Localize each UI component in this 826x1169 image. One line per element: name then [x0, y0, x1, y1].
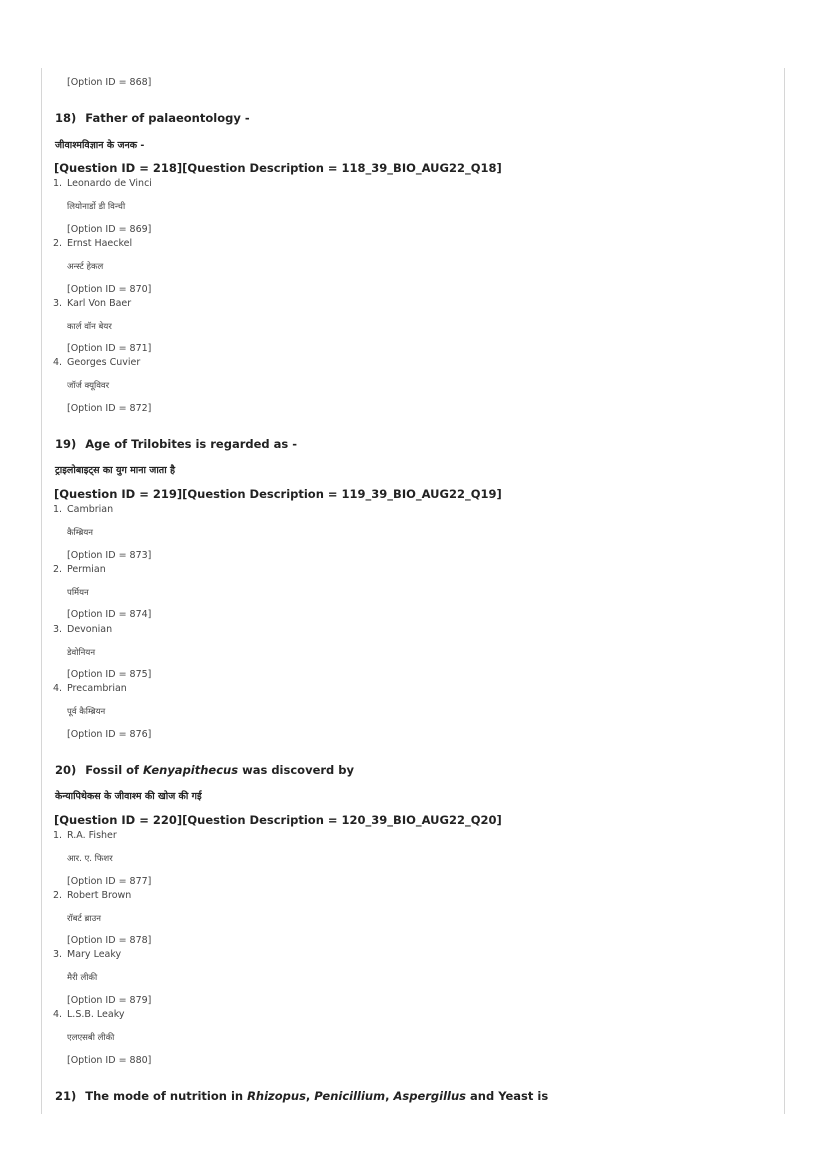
q20-option-1-hindi: आर. ए. फिशर	[67, 854, 113, 864]
q18-option-1-hindi: लियोनार्डो डी विन्ची	[67, 202, 126, 212]
q18-option-2-id: [Option ID = 870]	[67, 284, 152, 295]
q20-option-4-hindi: एलएसबी लीकी	[67, 1033, 115, 1043]
q18-option-4-id: [Option ID = 872]	[67, 403, 152, 414]
question-18-id: [Question ID = 218][Question Description = 118_39_BIO_AUG22_Q18]	[54, 161, 502, 175]
question-18-hindi: जीवाश्मविज्ञान के जनक -	[55, 140, 145, 151]
question-19-hindi: ट्राइलोबाइट्स का युग माना जाता है	[55, 465, 176, 476]
question-20-hindi: केन्यापिथेकस के जीवाश्म की खोज की गई	[55, 791, 202, 802]
q18-option-3-hindi: कार्ल वॉन बेयर	[67, 322, 112, 332]
q20-option-2-id: [Option ID = 878]	[67, 935, 152, 946]
q20-option-3-hindi: मैरी लीकी	[67, 973, 98, 983]
q18-option-3-id: [Option ID = 871]	[67, 343, 152, 354]
q19-option-2-id: [Option ID = 874]	[67, 609, 152, 620]
q20-option-2: 2. Robert Brown	[53, 890, 132, 901]
q19-option-2: 2. Permian	[53, 564, 106, 575]
q19-option-1-id: [Option ID = 873]	[67, 550, 152, 561]
question-19-title: 19) Age of Trilobites is regarded as -	[55, 437, 298, 451]
q18-option-1-id: [Option ID = 869]	[67, 224, 152, 235]
q19-option-4: 4. Precambrian	[53, 683, 127, 694]
q20-option-1-id: [Option ID = 877]	[67, 876, 152, 887]
q18-option-4-hindi: जॉर्ज क्यूविवर	[67, 381, 110, 391]
q18-option-2-hindi: अर्न्स्ट हेकल	[67, 262, 104, 272]
q20-option-3-id: [Option ID = 879]	[67, 995, 152, 1006]
q20-option-4: 4. L.S.B. Leaky	[53, 1009, 125, 1020]
q19-option-1-hindi: कैम्ब्रियन	[67, 528, 93, 538]
q20-option-2-hindi: रॉबर्ट ब्राउन	[67, 914, 101, 924]
question-19-id: [Question ID = 219][Question Description = 119_39_BIO_AUG22_Q19]	[54, 487, 502, 501]
q20-option-1: 1. R.A. Fisher	[53, 830, 117, 841]
question-21-title: 21) The mode of nutrition in Rhizopus, Penicillium, Aspergillus and Yeast is	[55, 1089, 549, 1103]
q19-option-2-hindi: पर्मियन	[67, 588, 89, 598]
question-20-title: 20) Fossil of Kenyapithecus was discoverd by	[55, 763, 354, 777]
q18-option-2: 2. Ernst Haeckel	[53, 238, 133, 249]
q20-option-3: 3. Mary Leaky	[53, 949, 122, 960]
q19-option-3-id: [Option ID = 875]	[67, 669, 152, 680]
q18-option-3: 3. Karl Von Baer	[53, 298, 132, 309]
question-18-title: 18) Father of palaeontology -	[55, 111, 250, 125]
q19-option-1: 1. Cambrian	[53, 504, 114, 515]
option-id-868: [Option ID = 868]	[67, 77, 152, 88]
q19-option-3: 3. Devonian	[53, 624, 113, 635]
q19-option-4-hindi: पूर्व कैम्ब्रियन	[67, 707, 106, 717]
q20-option-4-id: [Option ID = 880]	[67, 1055, 152, 1066]
q19-option-4-id: [Option ID = 876]	[67, 729, 152, 740]
question-20-id: [Question ID = 220][Question Description = 120_39_BIO_AUG22_Q20]	[54, 813, 502, 827]
q18-option-1: 1. Leonardo de Vinci	[53, 178, 152, 189]
q19-option-3-hindi: डेवोनियन	[67, 648, 96, 658]
q18-option-4: 4. Georges Cuvier	[53, 357, 141, 368]
